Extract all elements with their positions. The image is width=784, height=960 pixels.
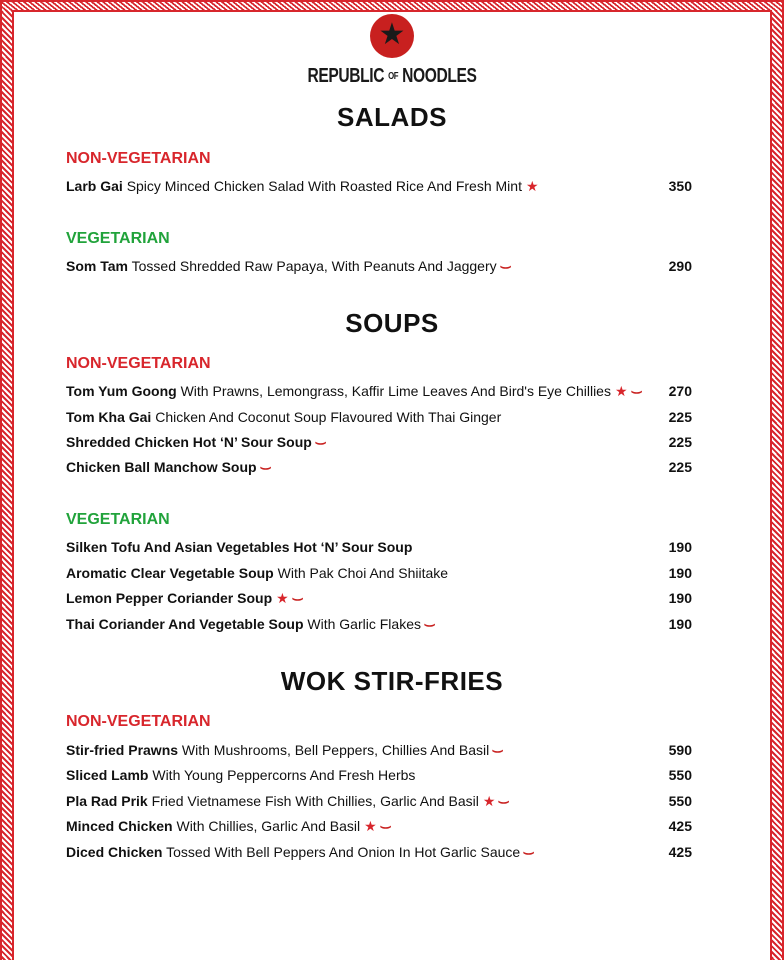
menu-item: Aromatic Clear Vegetable Soup With Pak Choi And Shiitake 190	[66, 565, 692, 581]
item-price: 425	[668, 818, 692, 834]
item-price: 225	[668, 409, 692, 425]
item-price: 225	[668, 434, 692, 450]
chilli-icon: ⌣	[259, 459, 272, 475]
menu-item: Pla Rad Prik Fried Vietnamese Fish With Chillies, Garlic And Basil ★ ⌣ 550	[66, 793, 692, 809]
menu-item: Shredded Chicken Hot ‘N’ Sour Soup ⌣ 225	[66, 434, 692, 450]
group-label-veg: VEGETARIAN	[66, 511, 170, 528]
group-label-non-veg: NON-VEGETARIAN	[66, 150, 211, 167]
logo-wordmark: REPUBLIC OF NOODLES	[307, 65, 477, 87]
chilli-icon: ⌣	[491, 742, 504, 758]
item-price: 270	[668, 383, 692, 399]
menu-item: Thai Coriander And Vegetable Soup With Garlic Flakes ⌣ 190	[66, 616, 692, 632]
menu-item: Tom Kha Gai Chicken And Coconut Soup Flavoured With Thai Ginger 225	[66, 409, 692, 425]
section-title-salads: SALADS	[337, 102, 447, 132]
item-price: 425	[668, 844, 692, 860]
item-price: 590	[668, 742, 692, 758]
chilli-icon: ⌣	[498, 793, 511, 809]
logo-emblem	[370, 14, 414, 58]
chilli-icon: ⌣	[291, 590, 304, 606]
group-label-non-veg: NON-VEGETARIAN	[66, 355, 211, 372]
item-price: 290	[668, 258, 692, 274]
chilli-icon: ⌣	[630, 383, 643, 399]
item-price: 190	[668, 616, 692, 632]
menu-item: Diced Chicken Tossed With Bell Peppers And Onion In Hot Garlic Sauce ⌣ 425	[66, 844, 692, 860]
section-title-wok-stir-fries: WOK STIR-FRIES	[280, 666, 504, 696]
chilli-icon: ⌣	[499, 258, 512, 274]
chilli-icon: ⌣	[379, 818, 392, 834]
star-icon: ★	[482, 793, 496, 809]
menu-item: Tom Yum Goong With Prawns, Lemongrass, Kaffir Lime Leaves And Bird's Eye Chillies ★ ⌣ 270	[66, 383, 692, 399]
chilli-icon: ⌣	[423, 616, 436, 632]
menu-item: Minced Chicken With Chillies, Garlic And Basil ★ ⌣ 425	[66, 818, 692, 834]
menu-item: Larb Gai Spicy Minced Chicken Salad With Roasted Rice And Fresh Mint ★ 350	[66, 178, 692, 194]
group-label-veg: VEGETARIAN	[66, 230, 170, 247]
item-price: 350	[668, 178, 692, 194]
chilli-icon: ⌣	[522, 844, 535, 860]
item-price: 550	[668, 793, 692, 809]
menu-item: Silken Tofu And Asian Vegetables Hot ‘N’ Sour Soup 190	[66, 539, 692, 555]
menu-item: Lemon Pepper Coriander Soup ★ ⌣ 190	[66, 590, 692, 606]
menu-item: Chicken Ball Manchow Soup ⌣ 225	[66, 459, 692, 475]
star-icon: ★	[525, 178, 539, 194]
item-price: 190	[668, 590, 692, 606]
section-title-soups: SOUPS	[345, 308, 439, 338]
item-price: 550	[668, 767, 692, 783]
star-icon: ★	[614, 383, 628, 399]
group-label-non-veg: NON-VEGETARIAN	[66, 713, 211, 730]
item-price: 190	[668, 539, 692, 555]
menu-item: Som Tam Tossed Shredded Raw Papaya, With Peanuts And Jaggery ⌣ 290	[66, 258, 692, 274]
restaurant-logo	[0, 14, 784, 88]
star-icon: ★	[276, 590, 289, 606]
logo-star-icon: ★	[378, 18, 406, 51]
chilli-icon: ⌣	[314, 434, 327, 450]
menu-item: Stir-fried Prawns With Mushrooms, Bell Peppers, Chillies And Basil ⌣ 590	[66, 742, 692, 758]
item-price: 190	[668, 565, 692, 581]
menu-item: Sliced Lamb With Young Peppercorns And Fresh Herbs 550	[66, 767, 692, 783]
item-price: 225	[668, 459, 692, 475]
star-icon: ★	[364, 818, 377, 834]
